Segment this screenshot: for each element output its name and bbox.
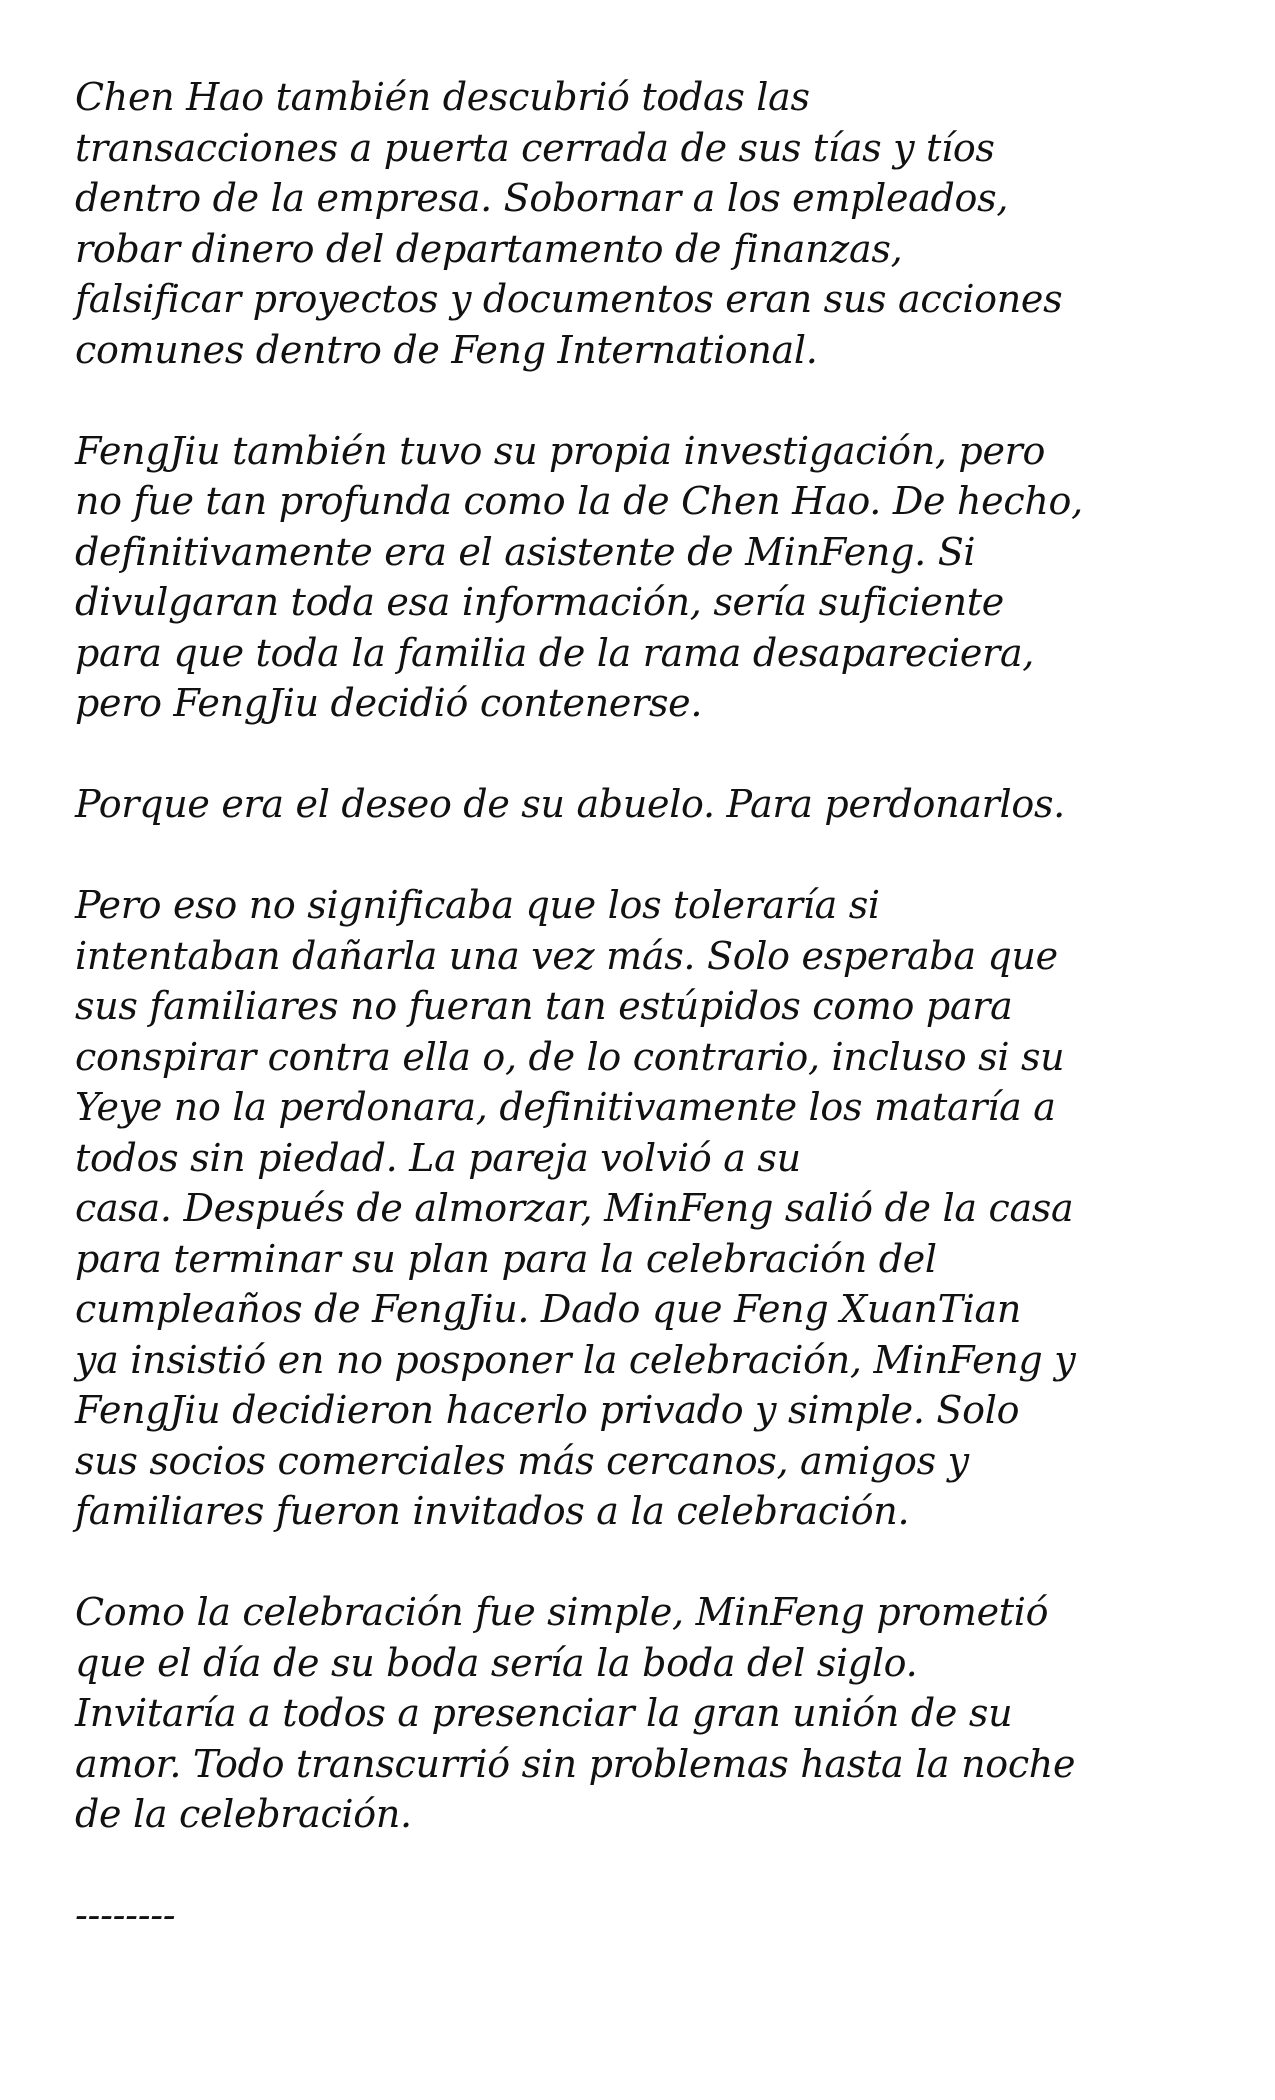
paragraph-4	[75, 880, 1215, 1537]
text-line: pero FengJiu decidió contenerse.	[75, 681, 703, 725]
paragraph-3	[75, 779, 1215, 830]
paragraph-1	[75, 72, 1215, 375]
text-line: divulgaran toda esa información, sería suficiente	[75, 580, 1004, 624]
text-line: sus familiares no fueran tan estúpidos como para	[75, 984, 1013, 1028]
separator-text: --------	[75, 1893, 176, 1937]
text-line: Como la celebración fue simple, MinFeng prometió	[75, 1590, 1049, 1634]
text-line: que el día de su boda sería la boda del siglo.	[75, 1640, 918, 1685]
text-line: dentro de la empresa. Sobornar a los empleados,	[75, 176, 1009, 220]
text-line: FengJiu decidieron hacerlo privado y simple. Solo	[75, 1388, 1020, 1432]
text-line: Invitaría a todos a presenciar la gran unión de su	[75, 1691, 1013, 1735]
text-line: de la celebración.	[75, 1792, 412, 1836]
text-line: todos sin piedad. La pareja volvió a su	[75, 1135, 801, 1180]
text-line: Porque era el deseo de su abuelo. Para perdonarlos.	[75, 782, 1065, 826]
text-line: FengJiu también tuvo su propia investigación, pero	[75, 428, 1046, 473]
text-line: Pero eso no significaba que los toleraría si	[75, 883, 880, 927]
text-line: amor. Todo transcurrió sin problemas hasta la noche	[75, 1741, 1076, 1786]
text-line: para terminar su plan para la celebración del	[75, 1236, 937, 1281]
text-line: Yeye no la perdonara, definitivamente los mataría a	[75, 1085, 1056, 1129]
paragraph-2	[75, 426, 1215, 729]
text-line: cumpleaños de FengJiu. Dado que Feng XuanTian	[75, 1287, 1022, 1331]
section-separator	[75, 1890, 1215, 1941]
paragraph-5	[75, 1587, 1215, 1840]
text-line: falsificar proyectos y documentos eran sus acciones	[75, 277, 1063, 321]
text-line: definitivamente era el asistente de MinFeng. Si	[75, 529, 976, 574]
text-line: sus socios comerciales más cercanos, amigos y	[75, 1438, 969, 1483]
text-line: Chen Hao también descubrió todas las	[75, 75, 810, 119]
story-text	[75, 72, 1215, 1941]
text-line: casa. Después de almorzar, MinFeng salió de la casa	[75, 1186, 1074, 1230]
text-line: robar dinero del departamento de finanzas,	[75, 226, 903, 271]
text-line: intentaban dañarla una vez más. Solo esperaba que	[75, 933, 1058, 978]
text-line: familiares fueron invitados a la celebración.	[75, 1489, 910, 1533]
text-line: transacciones a puerta cerrada de sus tías y tíos	[75, 125, 995, 170]
text-line: comunes dentro de Feng International.	[75, 327, 818, 372]
text-line: ya insistió en no posponer la celebración, MinFeng y	[75, 1337, 1076, 1382]
text-line: no fue tan profunda como la de Chen Hao. De hecho,	[75, 479, 1083, 523]
text-line: para que toda la familia de la rama desapareciera,	[75, 630, 1035, 675]
text-line: conspirar contra ella o, de lo contrario, incluso si su	[75, 1034, 1065, 1079]
